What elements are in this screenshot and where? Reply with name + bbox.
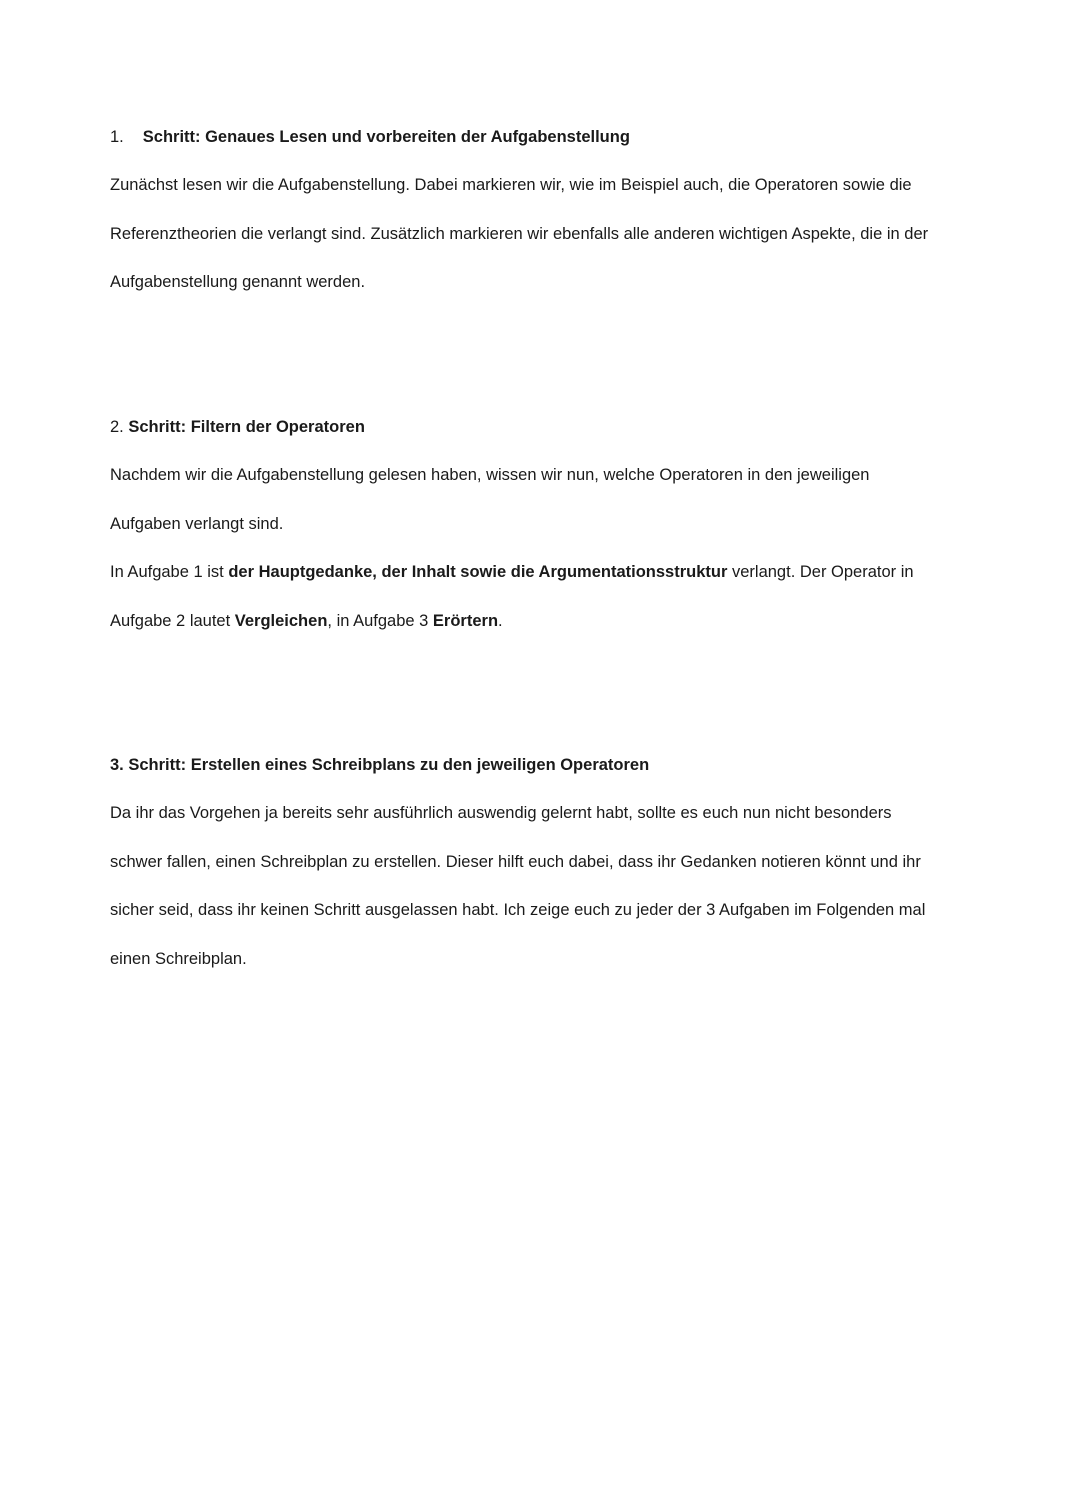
paragraph-line: Nachdem wir die Aufgabenstellung gelesen haben, wissen wir nun, welche Operatoren in den jeweiligen: [110, 466, 870, 485]
paragraph-line: sicher seid, dass ihr keinen Schritt ausgelassen habt. Ich zeige euch zu jeder der 3 Aufgaben im Folgenden mal: [110, 901, 926, 920]
paragraph-line: Aufgaben verlangt sind.: [110, 514, 284, 533]
section-number: 2.: [110, 418, 124, 436]
bold-text-run: Vergleichen: [234, 611, 328, 630]
section-step-3: [110, 741, 990, 983]
text-run: , in Aufgabe 3: [327, 611, 433, 630]
text-run: Aufgabe 2 lautet: [110, 611, 235, 630]
paragraph-line: Da ihr das Vorgehen ja bereits sehr ausführlich auswendig gelernt habt, sollte es euch nun nicht besonders: [110, 804, 892, 823]
section-heading-text: Schritt: Genaues Lesen und vorbereiten der Aufgabenstellung: [142, 128, 630, 146]
paragraph-line: schwer fallen, einen Schreibplan zu erstellen. Dieser hilft euch dabei, dass ihr Gedanken notieren könnt und ihr: [110, 852, 921, 871]
paragraph-line: [110, 597, 990, 645]
section-heading: [110, 113, 990, 161]
section-number: 1.: [110, 128, 124, 146]
paragraph-line: Aufgabenstellung genannt werden.: [110, 273, 366, 292]
section-heading-text: Schritt: Filtern der Operatoren: [128, 418, 365, 436]
paragraph-line: Zunächst lesen wir die Aufgabenstellung. Dabei markieren wir, wie im Beispiel auch, die Operatoren sowie die: [110, 176, 912, 195]
paragraph-line: Referenztheorien die verlangt sind. Zusätzlich markieren wir ebenfalls alle anderen wichtigen Aspekte, die in der: [110, 224, 929, 243]
bold-text-run: der Hauptgedanke, der Inhalt sowie die Argumentationsstruktur: [228, 563, 728, 582]
section-step-2: [110, 403, 990, 645]
section-step-1: [110, 113, 990, 307]
section-number: 3.: [110, 756, 124, 774]
bold-text-run: Erörtern: [432, 611, 499, 630]
section-heading-text: Schritt: Erstellen eines Schreibplans zu den jeweiligen Operatoren: [128, 756, 650, 774]
text-run: In Aufgabe 1 ist: [110, 563, 229, 582]
text-run: verlangt. Der Operator in: [727, 563, 914, 582]
section-heading: [110, 403, 990, 451]
section-heading: [110, 741, 990, 789]
paragraph-line: [110, 548, 990, 596]
paragraph-line: einen Schreibplan.: [110, 949, 247, 968]
text-run: .: [498, 611, 503, 630]
